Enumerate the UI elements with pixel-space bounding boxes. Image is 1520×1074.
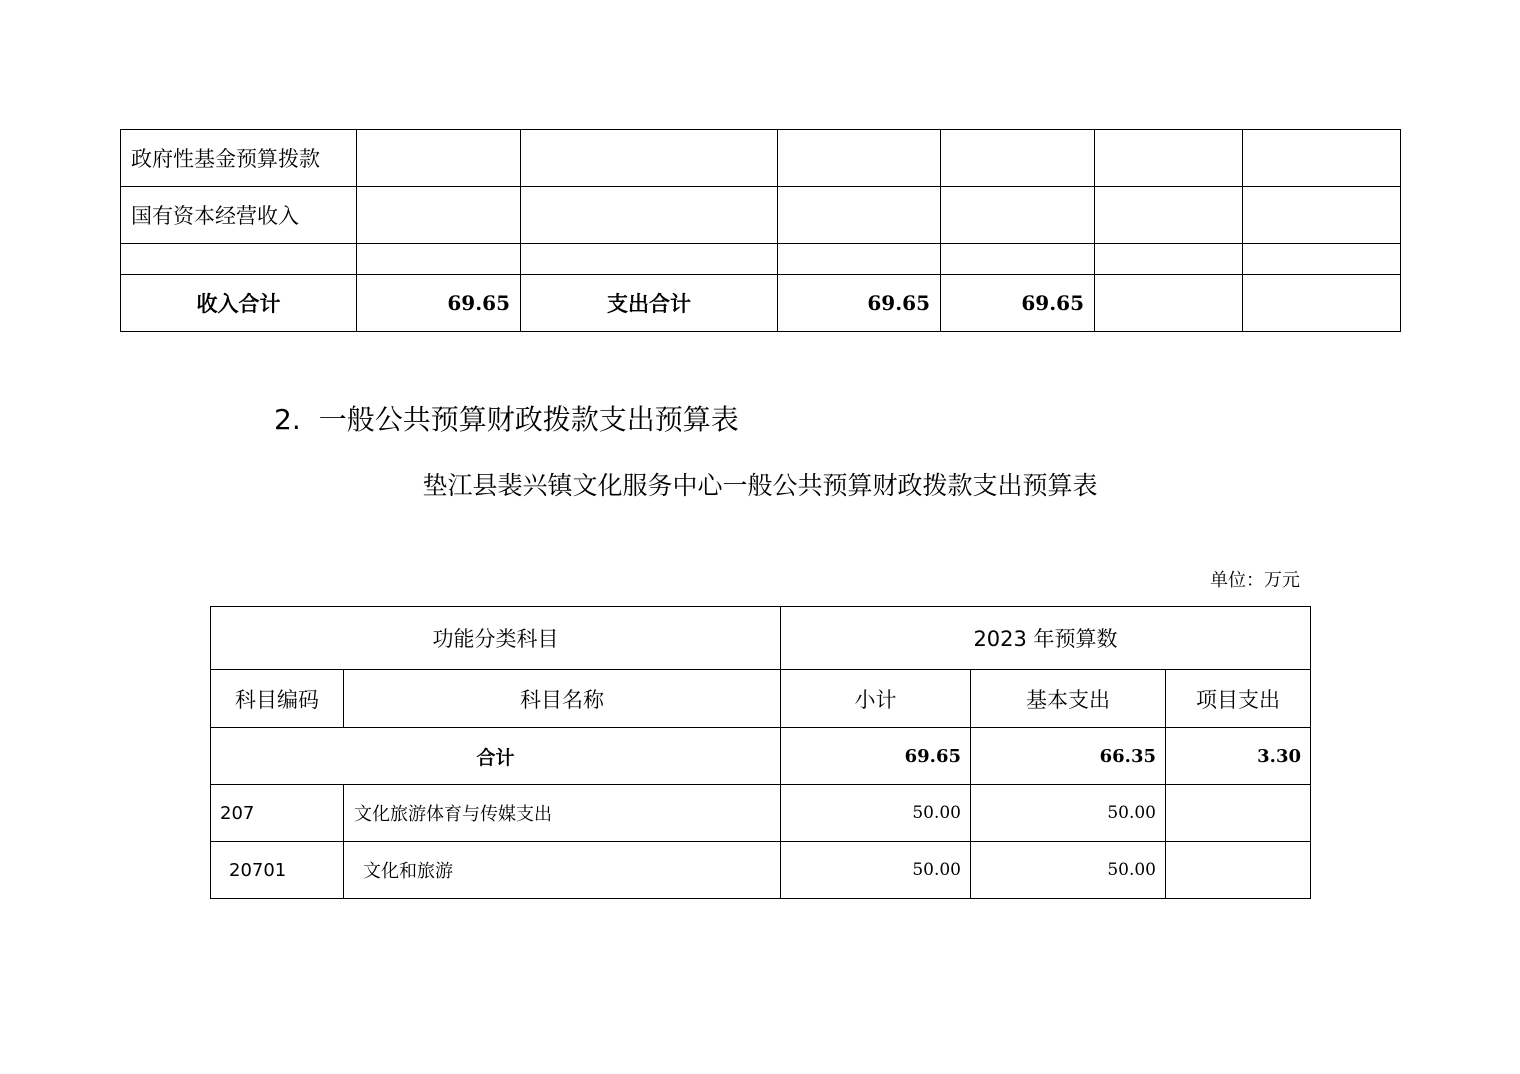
value-cell xyxy=(941,130,1095,187)
section-title: 一般公共预算财政拨款支出预算表 xyxy=(318,403,739,436)
income-expense-summary-table xyxy=(120,129,1401,332)
row-label: 政府性基金预算拨款 xyxy=(121,130,357,187)
value-cell xyxy=(941,187,1095,244)
total-label: 合计 xyxy=(211,728,781,785)
basic-value: 50.00 xyxy=(971,785,1166,842)
code-header: 科目编码 xyxy=(211,670,344,728)
header-row xyxy=(211,670,1311,728)
table-row xyxy=(211,785,1311,842)
project-expense-header: 项目支出 xyxy=(1166,670,1311,728)
fund-budget-total-value xyxy=(1095,275,1243,332)
income-total-value: 69.65 xyxy=(357,275,521,332)
table-row xyxy=(121,187,1401,244)
total-row xyxy=(211,728,1311,785)
subject-name: 文化旅游体育与传媒支出 xyxy=(344,785,781,842)
basic-expense-header: 基本支出 xyxy=(971,670,1166,728)
expense-label-cell xyxy=(521,130,778,187)
value-cell xyxy=(1243,130,1401,187)
subtotal-value: 50.00 xyxy=(781,842,971,899)
subtotal-header: 小计 xyxy=(781,670,971,728)
section-number: 2. xyxy=(274,403,301,436)
total-basic: 66.35 xyxy=(971,728,1166,785)
unit-label: 单位：万元 xyxy=(1210,570,1300,591)
value-cell xyxy=(1243,187,1401,244)
total-project: 3.30 xyxy=(1166,728,1311,785)
capital-budget-total-value xyxy=(1243,275,1401,332)
total-subtotal: 69.65 xyxy=(781,728,971,785)
name-header: 科目名称 xyxy=(344,670,781,728)
value-cell xyxy=(778,130,941,187)
value-cell xyxy=(941,244,1095,275)
project-value xyxy=(1166,842,1311,899)
income-cell xyxy=(357,130,521,187)
income-cell xyxy=(357,244,521,275)
row-label: 国有资本经营收入 xyxy=(121,187,357,244)
basic-value: 50.00 xyxy=(971,842,1166,899)
table-row xyxy=(211,842,1311,899)
budget-year-header: 2023 年预算数 xyxy=(781,607,1311,670)
row-label xyxy=(121,244,357,275)
value-cell xyxy=(1095,187,1243,244)
total-row xyxy=(121,275,1401,332)
subtotal-value: 50.00 xyxy=(781,785,971,842)
functional-category-header: 功能分类科目 xyxy=(211,607,781,670)
table-row xyxy=(121,130,1401,187)
value-cell xyxy=(778,244,941,275)
expense-total-label: 支出合计 xyxy=(521,275,778,332)
section-heading xyxy=(274,398,739,438)
expense-label-cell xyxy=(521,187,778,244)
project-value xyxy=(1166,785,1311,842)
value-cell xyxy=(778,187,941,244)
subject-name: 文化和旅游 xyxy=(344,842,781,899)
value-cell xyxy=(1243,244,1401,275)
subject-code: 207 xyxy=(211,785,344,842)
header-group-row xyxy=(211,607,1311,670)
general-budget-total-value: 69.65 xyxy=(941,275,1095,332)
expense-total-value: 69.65 xyxy=(778,275,941,332)
value-cell xyxy=(1095,244,1243,275)
document-title: 垫江县裴兴镇文化服务中心一般公共预算财政拨款支出预算表 xyxy=(422,471,1098,500)
income-cell xyxy=(357,187,521,244)
table-row xyxy=(121,244,1401,275)
expense-label-cell xyxy=(521,244,778,275)
subject-code: 20701 xyxy=(211,842,344,899)
income-total-label: 收入合计 xyxy=(121,275,357,332)
value-cell xyxy=(1095,130,1243,187)
budget-expenditure-table xyxy=(210,606,1311,899)
